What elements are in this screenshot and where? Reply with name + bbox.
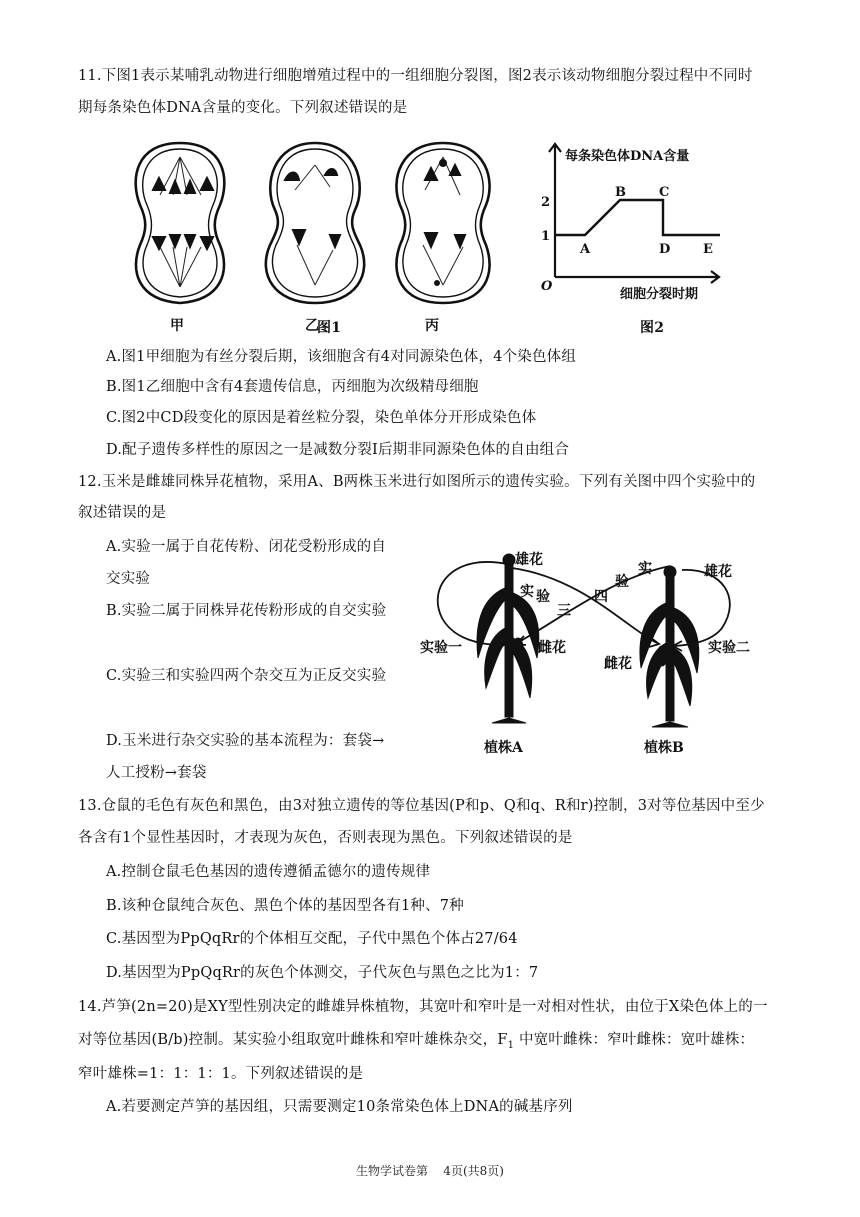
point-D: D — [659, 242, 671, 257]
q11-stem-line1: 11.下图1表示某哺乳动物进行细胞增殖过程中的一组细胞分裂图，图2表示该动物细胞分裂过程中不同时 — [78, 68, 753, 84]
q11-option-b: B.图1乙细胞中含有4套遗传信息，丙细胞为次级精母细胞 — [106, 379, 479, 395]
graph2-ylabel: 每条染色体DNA含量 — [565, 149, 690, 164]
figure2-caption: 图2 — [640, 320, 665, 336]
q12-stem-line2: 叙述错误的是 — [78, 505, 167, 521]
label-exp4-char3: 实 — [638, 561, 652, 577]
label-exp3-char2: 验 — [536, 589, 550, 605]
plant-a-drawing — [477, 554, 539, 723]
label-exp2: 实验二 — [708, 640, 750, 656]
q14-f1-subscript: 1 — [507, 1039, 515, 1051]
label-female-flower-b: 雌花 — [604, 656, 632, 672]
q14-stem-line3: 窄叶雄株=1：1：1：1。下列叙述错误的是 — [78, 1066, 364, 1082]
q11-option-a: A.图1甲细胞为有丝分裂后期，该细胞含有4对同源染色体，4个染色体组 — [106, 349, 577, 365]
label-exp3-char1: 实 — [520, 584, 534, 600]
q14-option-a: A.若要测定芦笋的基因组，只需要测定10条常染色体上DNA的碱基序列 — [106, 1099, 573, 1115]
q13-option-d: D.基因型为PpQqRr的灰色个体测交，子代灰色与黑色之比为1：7 — [106, 965, 539, 981]
page-footer: 生物学试卷第 4页(共8页) — [356, 1164, 504, 1178]
ytick-1: 1 — [541, 229, 551, 244]
cell-label-yi: 乙 — [305, 318, 319, 334]
q14-stem-line2-part1: 对等位基因(B/b)控制。某实验小组取宽叶雌株和窄叶雄株杂交，F — [78, 1032, 508, 1048]
label-male-flower-b: 雄花 — [704, 564, 732, 580]
label-female-flower-a: 雌花 — [538, 640, 566, 656]
label-exp1: 实验一 — [420, 640, 462, 656]
q13-stem-line1: 13.仓鼠的毛色有灰色和黑色，由3对独立遗传的等位基因(P和p、Q和q、R和r)控制，3对等位基因中至少 — [78, 798, 765, 814]
figure1-caption: 图1 — [317, 320, 342, 336]
ytick-2: 2 — [541, 195, 551, 210]
q12-maize-figure — [412, 548, 782, 760]
point-E: E — [703, 242, 713, 257]
label-male-flower-a: 雄花 — [515, 552, 543, 568]
cell-label-bing: 丙 — [425, 318, 439, 334]
label-exp3-char3: 三 — [557, 603, 571, 619]
point-C: C — [659, 185, 670, 200]
point-B: B — [615, 185, 626, 200]
graph2-origin: O — [541, 279, 553, 294]
q13-option-b: B.该种仓鼠纯合灰色、黑色个体的基因型各有1种、7种 — [106, 898, 464, 914]
q13-option-c: C.基因型为PpQqRr的个体相互交配，子代中黑色个体占27/64 — [106, 931, 518, 947]
q12-stem-line1: 12.玉米是雌雄同株异花植物，采用A、B两株玉米进行如图所示的遗传实验。下列有关图中四个实验中的 — [78, 474, 756, 490]
q14-stem-line2-part2: 中宽叶雌株：窄叶雌株：宽叶雄株： — [514, 1032, 755, 1048]
label-exp4-char2: 验 — [615, 574, 629, 590]
label-plant-a: 植株A — [484, 740, 523, 756]
dna-curve — [555, 200, 720, 235]
q12-option-b: B.实验二属于同株异花传粉形成的自交实验 — [106, 603, 387, 619]
q11-stem-line2: 期每条染色体DNA含量的变化。下列叙述错误的是 — [78, 100, 408, 116]
q14-stem-line2 — [78, 1030, 754, 1056]
plant-b-drawing — [640, 566, 699, 727]
label-exp4-char1: 四 — [594, 589, 608, 605]
q11-option-d: D.配子遗传多样性的原因之一是减数分裂Ⅰ后期非同源染色体的自由组合 — [106, 442, 570, 458]
q12-option-c: C.实验三和实验四两个杂交互为正反交实验 — [106, 668, 387, 684]
q12-option-d-line2: 人工授粉→套袋 — [106, 765, 207, 781]
q12-option-a-line2: 交实验 — [106, 571, 151, 587]
q11-figure1 — [125, 135, 515, 340]
point-A: A — [580, 242, 591, 257]
q11-figure2-graph — [535, 140, 735, 340]
q12-option-a-line1: A.实验一属于自花传粉、闭花受粉形成的自 — [106, 539, 387, 555]
cell-label-jia: 甲 — [170, 318, 184, 334]
label-plant-b: 植株B — [644, 740, 684, 756]
q12-option-d-line1: D.玉米进行杂交实验的基本流程为：套袋→ — [106, 733, 385, 749]
q13-stem-line2: 各含有1个显性基因时，才表现为灰色，否则表现为黑色。下列叙述错误的是 — [78, 830, 573, 846]
graph2-xlabel: 细胞分裂时期 — [620, 287, 699, 302]
arrow-exp2 — [674, 570, 730, 646]
q13-option-a: A.控制仓鼠毛色基因的遗传遵循孟德尔的遗传规律 — [106, 864, 431, 880]
q11-option-c: C.图2中CD段变化的原因是着丝粒分裂，染色单体分开形成染色体 — [106, 410, 537, 426]
q14-stem-line1: 14.芦笋(2n=20)是XY型性别决定的雌雄异株植物，其宽叶和窄叶是一对相对性状，由位于X染色体上的一 — [78, 999, 768, 1015]
